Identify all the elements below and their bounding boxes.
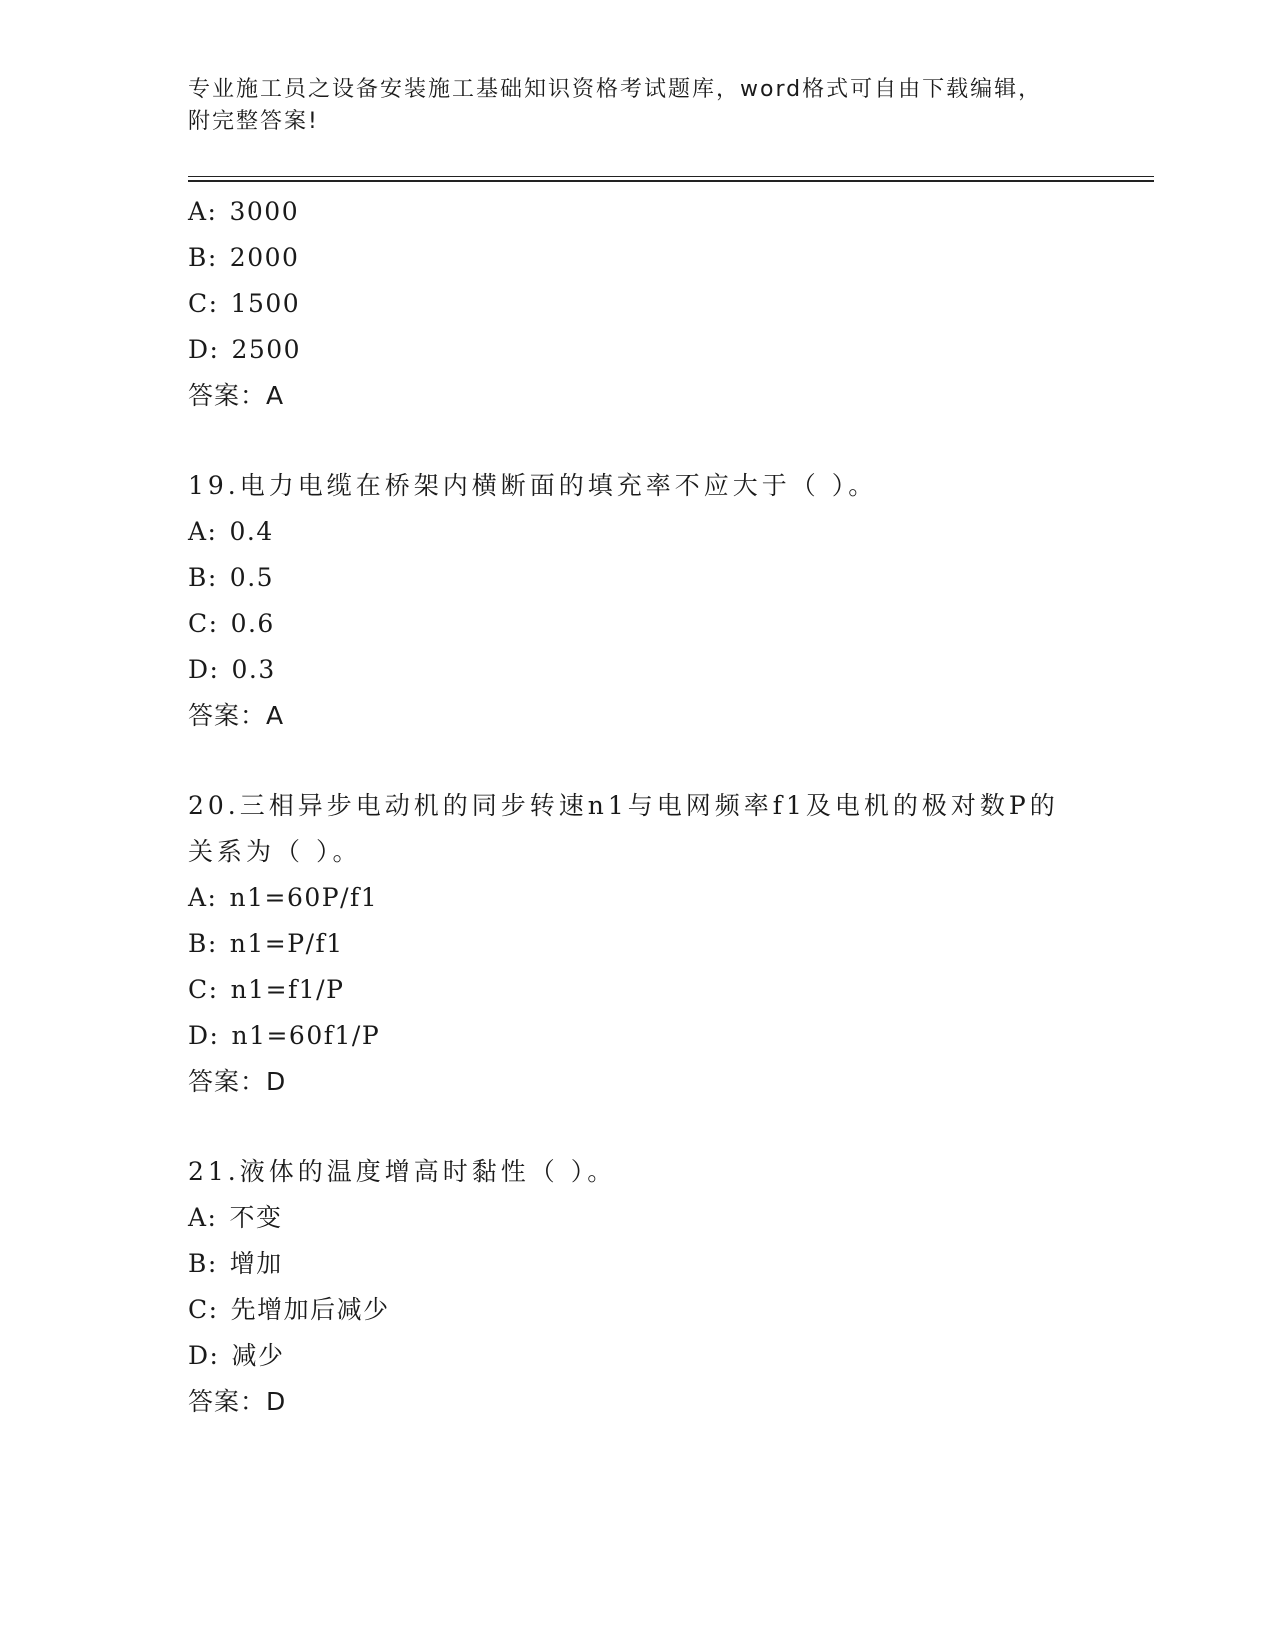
question-19 xyxy=(188,463,1088,739)
question-text: 19.电力电缆在桥架内横断面的填充率不应大于（ ）。 xyxy=(188,471,878,500)
option-c: C: n1=f1/P xyxy=(188,975,345,1004)
option-d: D: 0.3 xyxy=(188,655,276,684)
option-a: A: 0.4 xyxy=(188,517,274,546)
question-list xyxy=(188,189,1088,1425)
question-text: 21.液体的温度增高时黏性（ ）。 xyxy=(188,1157,617,1186)
option-c: C: 0.6 xyxy=(188,609,275,638)
option-b: B: 0.5 xyxy=(188,563,275,592)
option-b: B: 增加 xyxy=(188,1249,283,1278)
document-header xyxy=(188,74,1088,138)
option-d: D: 2500 xyxy=(188,335,302,364)
option-b: B: n1=P/f1 xyxy=(188,929,344,958)
answer: 答案：D xyxy=(188,1387,287,1416)
option-a: A: 3000 xyxy=(188,197,300,226)
option-c: C: 先增加后减少 xyxy=(188,1295,390,1324)
question-21 xyxy=(188,1149,1088,1425)
option-d: D: n1=60f1/P xyxy=(188,1021,381,1050)
option-b: B: 2000 xyxy=(188,243,300,272)
option-c: C: 1500 xyxy=(188,289,301,318)
question-18 xyxy=(188,189,1088,419)
header-line-1: 专业施工员之设备安装施工基础知识资格考试题库，word格式可自由下载编辑， xyxy=(188,77,1043,102)
question-20 xyxy=(188,783,1088,1105)
question-text-line-1: 20.三相异步电动机的同步转速n1与电网频率f1及电机的极对数P的 xyxy=(188,791,1059,820)
option-d: D: 减少 xyxy=(188,1341,285,1370)
question-text-line-2: 关系为（ ）。 xyxy=(188,837,362,866)
header-divider-thick xyxy=(188,180,1154,182)
answer: 答案：A xyxy=(188,381,285,410)
header-line-2: 附完整答案! xyxy=(188,109,319,134)
answer: 答案：D xyxy=(188,1067,287,1096)
header-divider-thin xyxy=(188,176,1154,177)
option-a: A: n1=60P/f1 xyxy=(188,883,379,912)
answer: 答案：A xyxy=(188,701,285,730)
option-a: A: 不变 xyxy=(188,1203,283,1232)
